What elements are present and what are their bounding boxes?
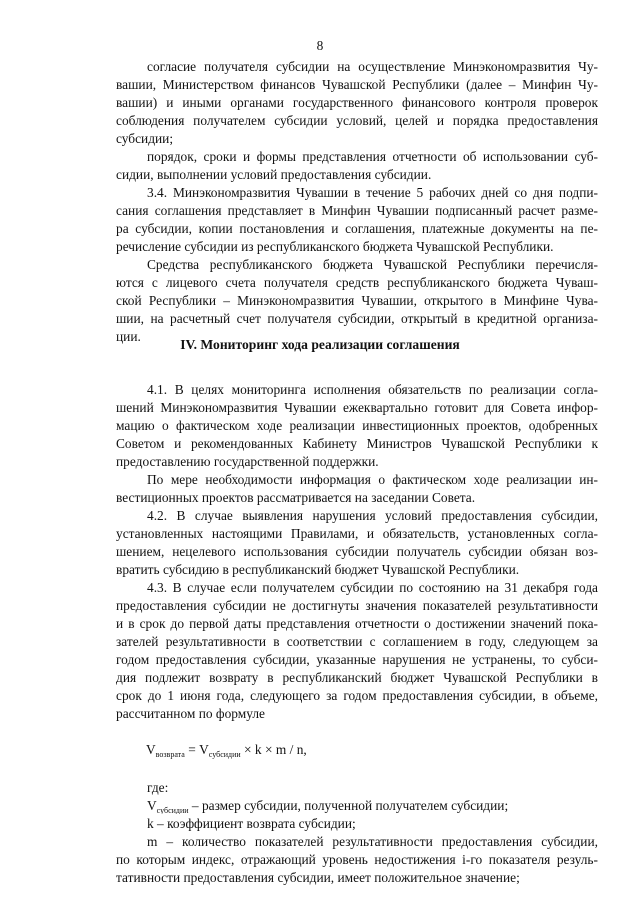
text-line: ются с лицевого счета получателя средств республиканского бюджета Чуваш- bbox=[116, 275, 598, 290]
formula-sub-return: возврата bbox=[155, 750, 185, 759]
where-label: где: bbox=[147, 780, 169, 795]
text-line: ской Республики – Минэкономразвития Чувашии, открытого в Минфине Чува- bbox=[116, 293, 598, 308]
formula bbox=[146, 740, 307, 760]
text-line: шии, на расчетный счет получателя субсидии, открытый в кредитной организа- bbox=[116, 311, 598, 326]
text-line: шением, нецелевого использования субсидии получатель субсидии обязан воз- bbox=[116, 544, 598, 559]
text-line: мацию о фактическом ходе реализации инвестиционных проектов, одобренных bbox=[116, 418, 598, 433]
text-line: вашии, Министерством финансов Чувашской Республики (далее – Минфин Чу- bbox=[116, 77, 598, 92]
text-line: ции. bbox=[116, 329, 141, 344]
text-line: соблюдения получателем субсидии условий, целей и порядка предоставления bbox=[116, 113, 598, 128]
text-line: дия подлежит возврату в республиканский бюджет Чувашской Республики в bbox=[116, 670, 598, 685]
definition-m-end: тативности предоставления субсидии, имеет положительное значение; bbox=[116, 870, 520, 885]
formula-v: V bbox=[146, 742, 156, 757]
text-line: сания соглашения представляет в Минфин Чувашии подписанный расчет разме- bbox=[116, 203, 598, 218]
text-line: 4.1. В целях мониторинга исполнения обязательств по реализации согла- bbox=[147, 382, 598, 397]
text-line: установленных настоящими Правилами, и обязательств, установленных согла- bbox=[116, 526, 598, 541]
text-line: предоставления субсидии не достигнуты значения показателей результативности bbox=[116, 598, 598, 613]
page-number: 8 bbox=[316, 38, 324, 53]
formula-v: V bbox=[199, 742, 209, 757]
definition-m-cont: по которым индекс, отражающий уровень недостижения i-го показателя резуль- bbox=[116, 852, 598, 867]
text-line: вратить субсидию в республиканский бюджет Чувашской Республики. bbox=[116, 562, 520, 577]
text-line: согласие получателя субсидии на осуществление Минэкономразвития Чу- bbox=[147, 59, 598, 74]
text-line: вашии) и иными органами государственного финансового контроля проверок bbox=[116, 95, 598, 110]
def-v-symbol: V bbox=[147, 798, 157, 813]
text-line: рассчитанном по формуле bbox=[116, 706, 265, 721]
text-line: По мере необходимости информация о фактическом ходе реализации ин- bbox=[147, 472, 598, 487]
def-v-text: – размер субсидии, полученной получателем субсидии; bbox=[188, 798, 509, 813]
formula-sub-subsidy: субсидии bbox=[208, 750, 241, 759]
formula-equals: = bbox=[188, 742, 196, 757]
text-line: предоставлению государственной поддержки. bbox=[116, 454, 379, 469]
text-line: 4.3. В случае если получателем субсидии по состоянию на 31 декабря года bbox=[147, 580, 598, 595]
text-line: шений Минэкономразвития Чувашии ежеквартально готовит для Совета инфор- bbox=[116, 400, 598, 415]
text-line: вестиционных проектов рассматривается на заседании Совета. bbox=[116, 490, 476, 505]
text-line: годом предоставления субсидии, указанные нарушения не устранены, то субси- bbox=[116, 652, 598, 667]
formula-rest: × k × m / n, bbox=[244, 742, 307, 757]
text-line: срок до 1 июня года, следующего за годом предоставления субсидии, в объеме, bbox=[116, 688, 598, 703]
text-line: Средства республиканского бюджета Чувашской Республики перечисля- bbox=[147, 257, 598, 272]
text-line: 4.2. В случае выявления нарушения условий предоставления субсидии, bbox=[147, 508, 598, 523]
text-line: речисление субсидии из республиканского бюджета Чувашской Республики. bbox=[116, 239, 554, 254]
section-heading: IV. Мониторинг хода реализации соглашения bbox=[180, 337, 460, 352]
text-line: и в срок до первой даты представления отчетности о достижении значений пока- bbox=[116, 616, 598, 631]
text-line: сидии, выполнении условий предоставления субсидии. bbox=[116, 167, 432, 182]
text-line: ра субсидии, копии постановления и соглашения, платежные документы на пе- bbox=[116, 221, 598, 236]
text-line: порядок, сроки и формы представления отчетности об использовании суб- bbox=[147, 149, 598, 164]
def-v-sub: субсидии bbox=[156, 806, 189, 814]
definition-m: m – количество показателей результативности предоставления субсидии, bbox=[147, 834, 598, 849]
text-line: Советом и рекомендованных Кабинету Министров Чувашской Республики к bbox=[116, 436, 598, 451]
text-line: субсидии; bbox=[116, 131, 174, 146]
text-line: зателей результативности в соответствии с соглашением в году, следующем за bbox=[116, 634, 598, 649]
definition-v bbox=[147, 797, 598, 814]
definition-k: k – коэффициент возврата субсидии; bbox=[147, 816, 356, 831]
text-line: 3.4. Минэкономразвития Чувашии в течение 5 рабочих дней со дня подпи- bbox=[147, 185, 598, 200]
